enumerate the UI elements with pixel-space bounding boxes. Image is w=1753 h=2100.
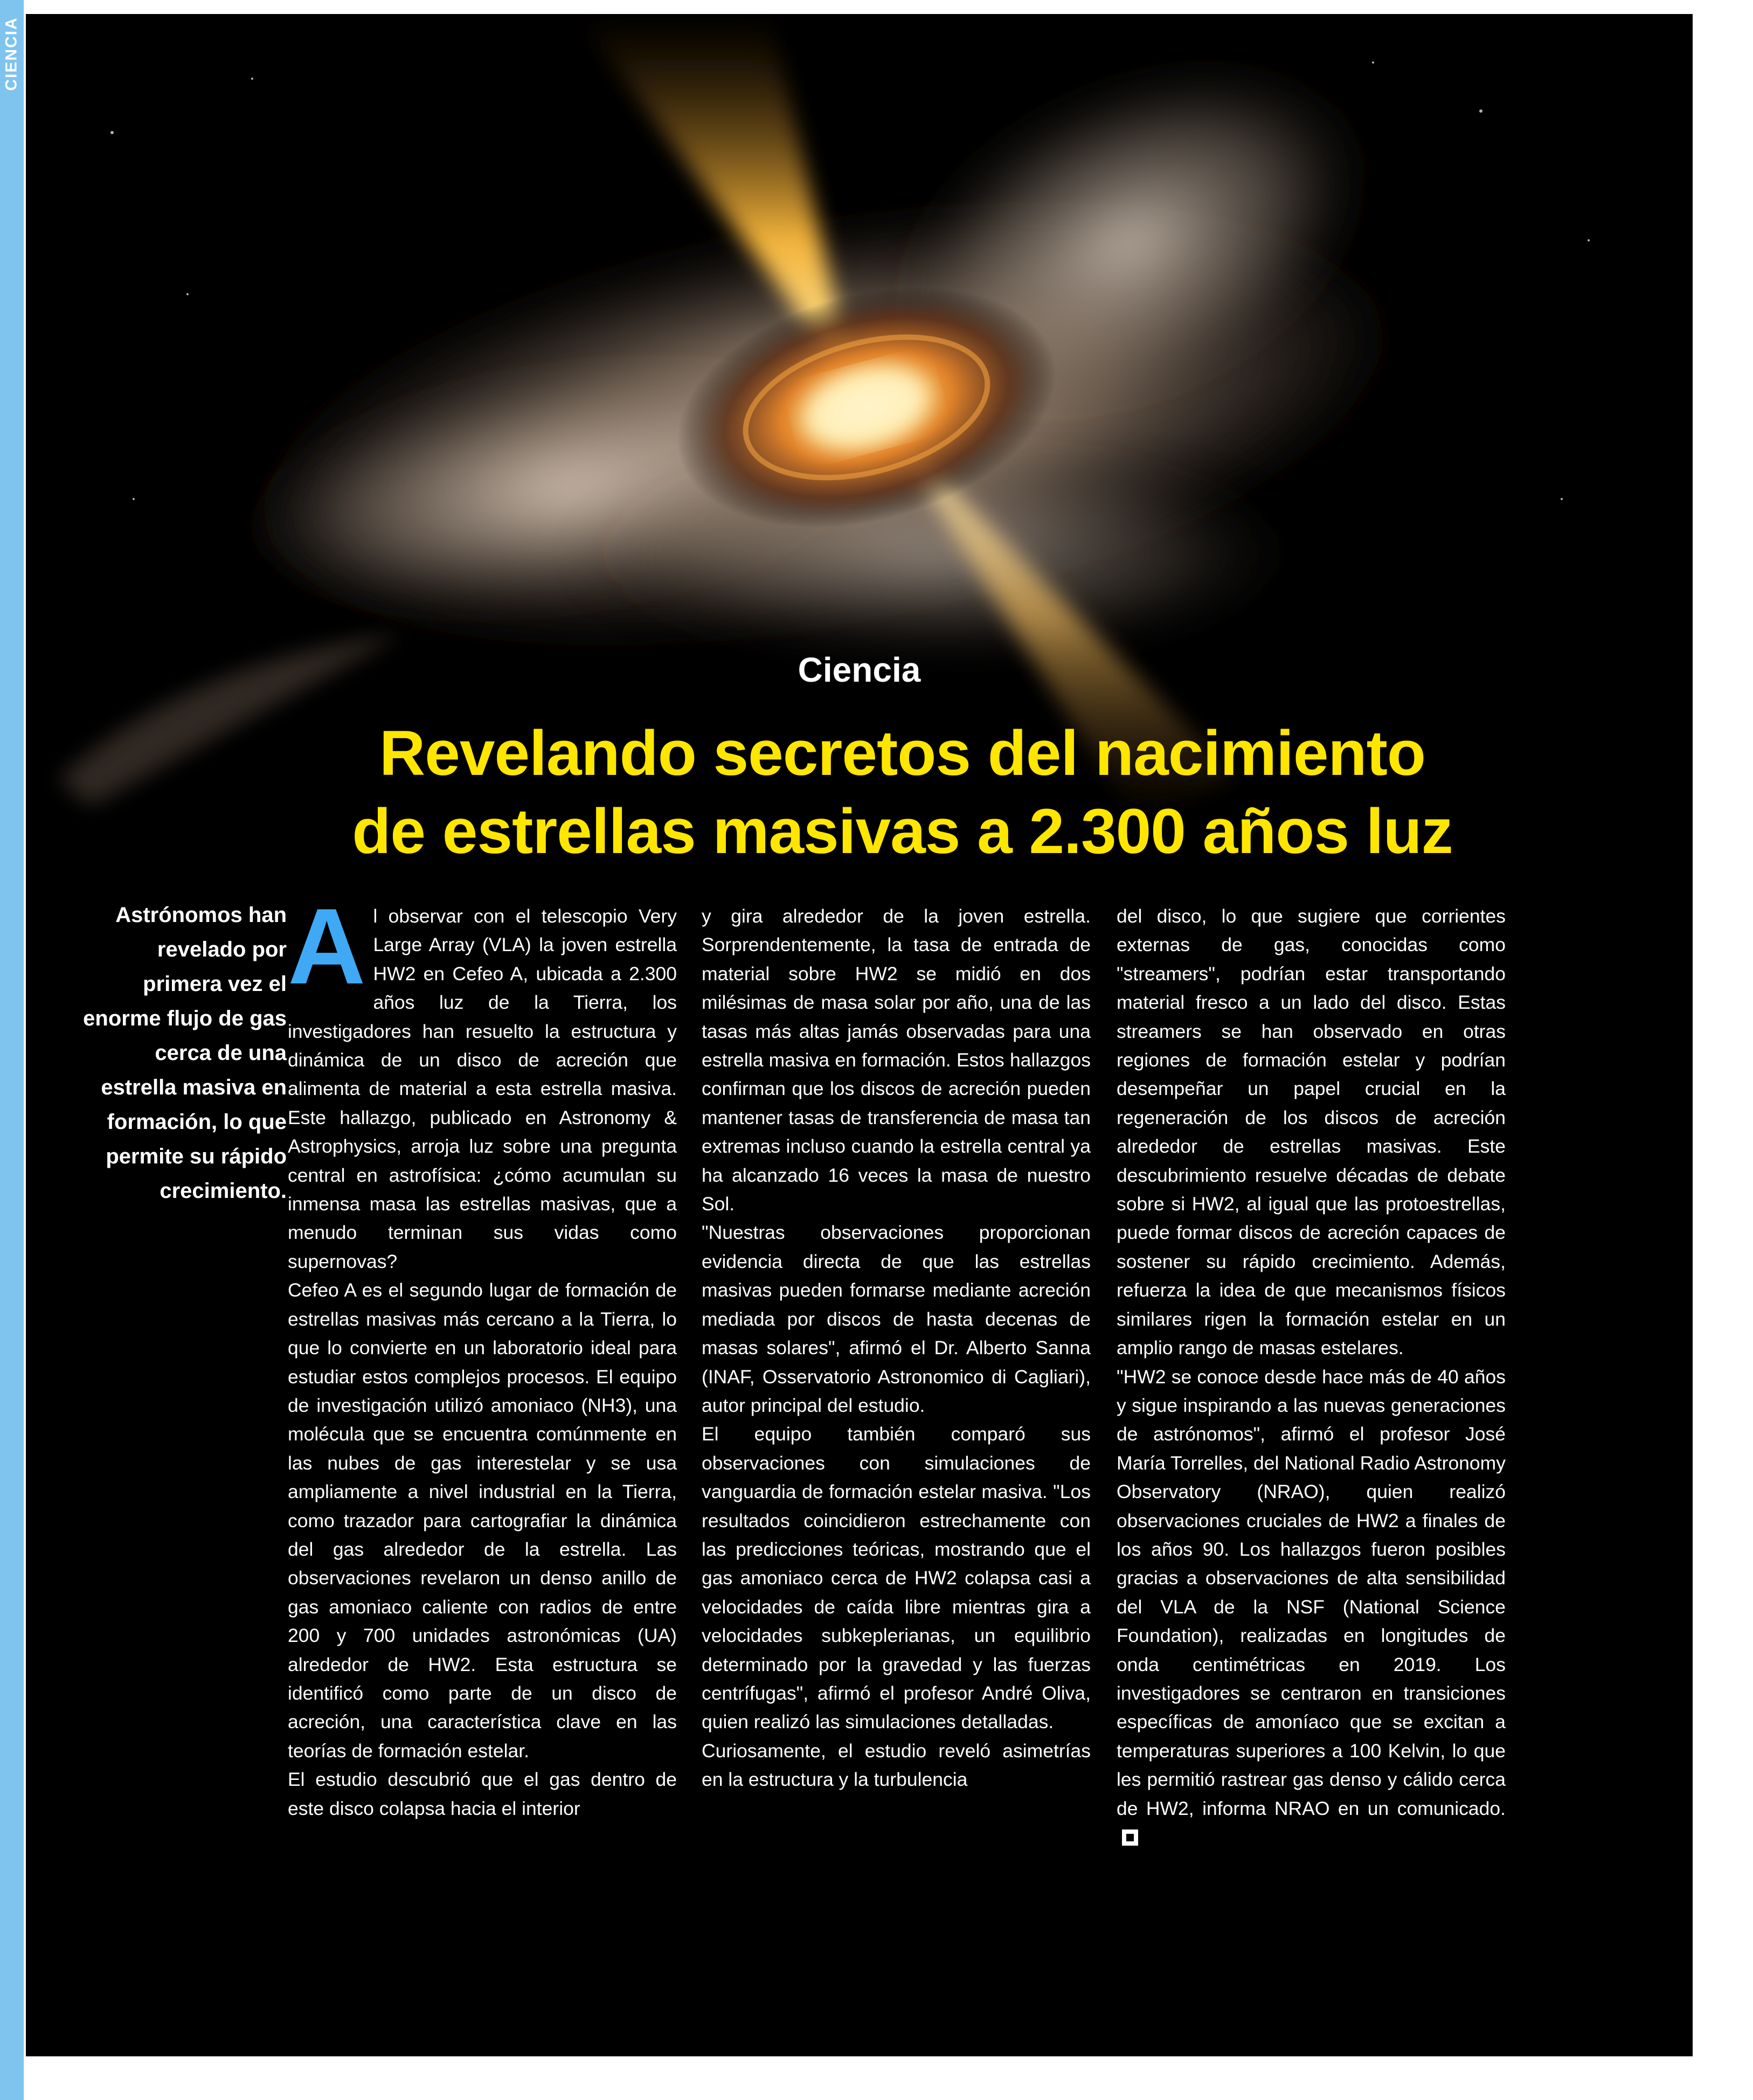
section-tab-label: CIENCIA bbox=[3, 17, 20, 91]
paragraph: del disco, lo que sugiere que corrientes externas de gas, conocidas como "streamers", podrían estar transportando material fresco a un lado del disco. Estas streamers se han observado en otras regiones de formación estelar y podrían desempeñar un papel crucial en la regeneración de los discos de acreción alrededor de estrellas masivas. Este descubrimiento resuelve décadas de debate sobre si HW2, al igual que las protoestrellas, puede formar discos de acreción capaces de sostener su rápido crecimiento. Además, refuerza la idea de que mecanismos físicos similares rigen la formación estelar en un amplio rango de masas estelares. bbox=[1117, 905, 1506, 1359]
section-stripe bbox=[0, 0, 24, 2100]
paragraph: El equipo también comparó sus observaciones con simulaciones de vanguardia de formación estelar masiva. "Los resultados coincidieron estrechamente con las predicciones teóricas, mostrando que el gas amoniaco cerca de HW2 colapsa casi a velocidades de caída libre mientras gira a velocidades subkeplerianas, un equilibrio determinado por la gravedad y las fuerzas centrífugas", afirmó el profesor André Oliva, quien realizó las simulaciones detalladas. bbox=[702, 1423, 1091, 1733]
paragraph-last bbox=[1117, 1363, 1506, 1852]
deck: Astrónomos han revelado por primera vez el enorme flujo de gas cerca de una estrella masiva en formación, lo que permite su rápido crecimiento. bbox=[83, 903, 287, 1203]
paragraph: Curiosamente, el estudio reveló asimetrías en la estructura y la turbulencia bbox=[702, 1739, 1091, 1791]
headline bbox=[69, 715, 1693, 871]
paragraph-text: "HW2 se conoce desde hace más de 40 años y sigue inspirando a las nuevas generaciones de astrónomos", afirmó el profesor José María Torrelles, del National Radio Astronomy Observatory (NRAO), quien realizó observaciones cruciales de HW2 a finales de los años 90. Los hallazgos fueron posibles gracias a observaciones de alta sensibilidad del VLA de la NSF (National Science Foundation), realizadas en longitudes de onda centimétricas en 2019. Los investigadores se centraron en transiciones específicas de amoníaco que se excitan a temperaturas superiores a 100 Kelvin, lo que les permitió rastrear gas denso y cálido cerca de HW2, informa NRAO en un comunicado. bbox=[1117, 1366, 1506, 1819]
drop-cap: A bbox=[288, 886, 366, 1007]
body-column-1 bbox=[288, 886, 677, 1823]
headline-line-2: de estrellas masivas a 2.300 años luz bbox=[352, 796, 1453, 867]
paragraph: Cefeo A es el segundo lugar de formación de estrellas masivas más cercano a la Tierra, lo que lo convierte en un laboratorio ideal para estudiar estos complejos procesos. El equipo de investigación utilizó amoniaco (NH3), una molécula que se encuentra comúnmente en las nubes de gas interestelar y se usa ampliamente a nivel industrial en la Tierra, como trazador para cartografiar la dinámica del gas alrededor de la estrella. Las observaciones revelaron un denso anillo de gas amoniaco caliente con radios de entre 200 y 700 unidades astronómicas (UA) alrededor de HW2. Esta estructura se identificó como parte de un disco de acreción, una característica clave en las teorías de formación estelar. bbox=[288, 1279, 677, 1762]
section-tab bbox=[0, 0, 24, 108]
paragraph: l observar con el telescopio Very Large Array (VLA) la joven estrella HW2 en Cefeo A, ubicada a 2.300 años luz de la Tierra, los investigadores han resuelto la estructura y dinámica de un disco de acreción que alimenta de material a esta estrella masiva. Este hallazgo, publicado en Astronomy & Astrophysics, arroja luz sobre una pregunta central en astrofísica: ¿cómo acumulan su inmensa masa las estrellas masivas, que a menudo terminan sus vidas como supernovas? bbox=[288, 905, 677, 1272]
kicker: Ciencia bbox=[798, 650, 921, 689]
headline-line-1: Revelando secretos del nacimiento bbox=[379, 718, 1425, 789]
body-column-3 bbox=[1117, 902, 1506, 1852]
paragraph: y gira alrededor de la joven estrella. Sorprendentemente, la tasa de entrada de material sobre HW2 se midió en dos milésimas de masa solar por año, una de las tasas más altas jamás observadas para una estrella masiva en formación. Estos hallazgos confirman que los discos de acreción pueden mantener tasas de transferencia de masa tan extremas incluso cuando la estrella central ya ha alcanzado 16 veces la masa de nuestro Sol. bbox=[702, 905, 1091, 1215]
article-page bbox=[26, 14, 1693, 2056]
end-of-article-icon bbox=[1122, 1829, 1138, 1846]
paragraph: "Nuestras observaciones proporcionan evidencia directa de que las estrellas masivas pueden formarse mediante acreción mediada por discos de hasta decenas de masas solares", afirmó el Dr. Alberto Sanna (INAF, Osservatorio Astronomico di Cagliari), autor principal del estudio. bbox=[702, 1222, 1091, 1416]
paragraph: El estudio descubrió que el gas dentro de este disco colapsa hacia el interior bbox=[288, 1769, 677, 1819]
body-column-2 bbox=[702, 902, 1091, 1794]
